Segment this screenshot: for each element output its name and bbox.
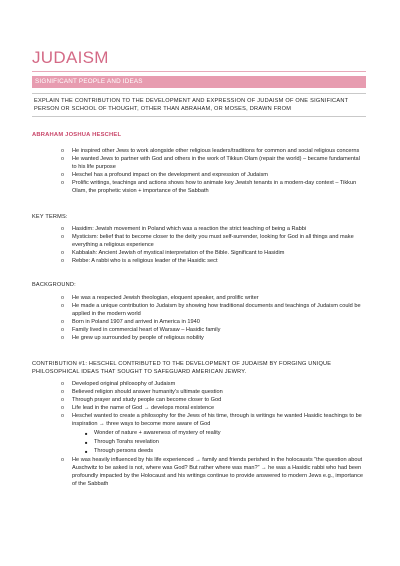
list-item: o Family lived in commercial heart of Warsaw – Hasidic family [32, 326, 366, 334]
list-item: o Believed religion should answer humanity’s ultimate question [32, 388, 366, 396]
key-terms-heading: KEY TERMS: [32, 214, 68, 220]
list-item: o He inspired other Jews to work alongside other religious leaders/traditions for common and social religious concerns [32, 147, 366, 155]
list-item: o He made a unique contribution to Judaism by showing how traditional documents and teachings of Judaism could be applied in the modern world [32, 302, 366, 318]
list-item: o Heschel has a profound impact on the development and expression of Judaism [32, 171, 366, 179]
contribution-list [32, 380, 366, 429]
list-item: o Mysticism: belief that to become closer to the deity you must self-surrender, looking for God in all things and make everything a religious experience [32, 233, 366, 249]
exam-question: EXPLAIN THE CONTRIBUTION TO THE DEVELOPMENT AND EXPRESSION OF JUDAISM OF ONE SIGNIFICANT PERSON OR SCHOOL OF THOUGHT, OTHER THAN ABRAHAM, OR MOSES, DRAWN FROM [32, 93, 366, 117]
contribution-list-continued [32, 456, 366, 488]
list-item: o Kabbalah: Ancient Jewish of mystical interpretation of the Bible. Significant to Hasidim [32, 249, 366, 257]
intro-list [32, 147, 366, 196]
section-banner: SIGNIFICANT PEOPLE AND IDEAS [32, 76, 366, 88]
sub-list-item: ■ Through Torahs revelation [32, 438, 366, 447]
list-item: o Developed original philosophy of Judaism [32, 380, 366, 388]
list-item: o Prolific writings, teachings and actions shows how to animate key Jewish tenants in a modern-day context – Tikkun Olam, the prophetic vision + importance of the Sabbath [32, 179, 366, 195]
contribution-heading: CONTRIBUTION #1: HESCHEL CONTRIBUTED TO THE DEVELOPMENT OF JUDAISM BY FORGING UNIQUE PHILOSOPHICAL IDEAS THAT SOUGHT TO SAFEGUARD AMERICAN JEWRY. [32, 361, 332, 375]
key-terms-list [32, 225, 366, 265]
list-item: o He wanted Jews to partner with God and others in the work of Tikkun Olam (repair the world) – became fundamental to his life purpose [32, 155, 366, 171]
list-item: o Heschel wanted to create a philosophy for the Jews of his time, through is writings he wanted Hasidic teachings to be inspiration → three ways to become more aware of God [32, 412, 366, 428]
list-item: o He was a respected Jewish theologian, eloquent speaker, and prolific writer [32, 294, 366, 302]
intro-section [32, 147, 366, 196]
contribution-section [32, 360, 366, 489]
title-divider [32, 71, 366, 72]
background-heading: BACKGROUND: [32, 282, 76, 288]
list-item: o Born in Poland 1907 and arrived in America in 1940 [32, 318, 366, 326]
key-terms-section [32, 213, 366, 265]
person-heading: ABRAHAM JOSHUA HESCHEL [32, 132, 122, 138]
list-item: o Rebbe: A rabbi who is a religious leader of the Hasidic sect [32, 257, 366, 265]
list-item: o Through prayer and study people can become closer to God [32, 396, 366, 404]
list-item: o Life lead in the name of God → develops moral existence [32, 404, 366, 412]
background-section [32, 281, 366, 343]
sub-list-item: ■ Through persons deeds [32, 447, 366, 456]
sub-list-item: ■ Wonder of nature + awareness of mystery of reality [32, 429, 366, 438]
page-title: JUDAISM [32, 48, 109, 67]
list-item: o He grew up surrounded by people of religious nobility [32, 334, 366, 342]
list-item: o He was heavily influenced by his life experienced → family and friends perished in the holocausts “the question about Auschwitz to be asked is not, where was God? But rather where was man?” → he was a Hasidic rabbi who had been profoundly impacted by the Holocaust and his writings continue to provide answered to modern Jews e.g., importance of the Sabbath [32, 456, 366, 488]
contribution-sublist [32, 429, 366, 457]
list-item: o Hasidim: Jewish movement in Poland which was a reaction the strict teaching of being a Rabbi [32, 225, 366, 233]
background-list [32, 294, 366, 343]
